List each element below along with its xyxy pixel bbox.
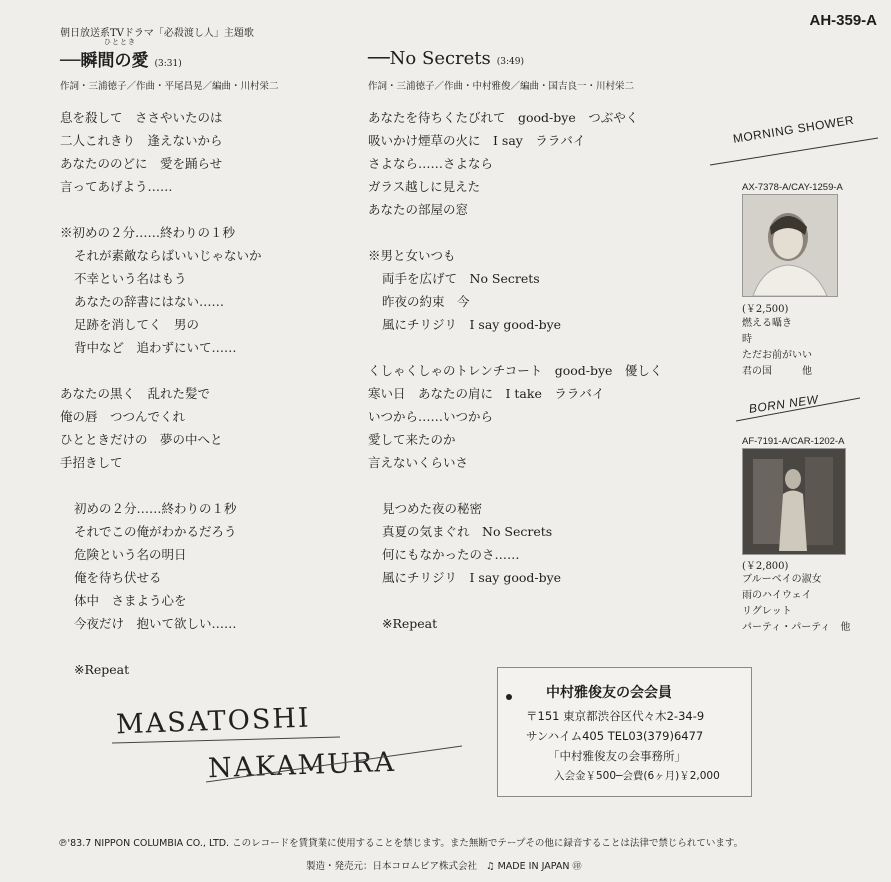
lyric-line: ※Repeat [382,616,438,631]
jis-mark-icon: ㊞ [572,862,582,872]
lyric-line: 今夜だけ 抱いて欲しい…… [74,616,237,631]
portrait-image-icon [743,195,837,296]
album-cover-morning-shower [742,194,838,297]
fan-club-office: 「中村雅俊友の会事務所」 [548,749,686,763]
album-title-morning-shower: MORNING SHOWER [732,112,856,146]
lyric-line: 息を殺して ささやいたのは [60,110,223,125]
signature-line-2: NAKAMURA [207,746,397,785]
lyric-line [60,198,262,221]
lyric-line: ※男と女いつも [368,248,456,263]
lyric-line [60,635,262,658]
lyric-line: 愛して来たのか [368,432,456,447]
lyric-line: 何にもなかったのさ…… [382,547,520,562]
bullet-dot-icon [506,694,512,700]
lyric-line: 両手を広げて No Secrets [382,271,540,286]
album-track: リグレット [742,606,792,617]
right-song-lyrics [368,106,662,635]
album-cover-born-new [742,448,846,555]
title-ruby: ひととき [104,38,136,46]
lyric-line: あなたの部屋の窓 [368,202,469,217]
album-morning-shower-header [700,112,880,170]
album-price-1: (￥2,500) [742,304,789,315]
album-track: パーティ・パーティ 他 [742,622,851,633]
lyric-line: 風にチリジリ I say good-bye [382,570,562,585]
lyric-line: 俺の唇 つつんでくれ [60,409,186,424]
album-catalog-2: AF-7191-A/CAR-1202-A [742,436,845,447]
lyric-line: あなたを待ちくたびれて good-bye つぶやく [368,110,639,125]
right-song-duration: (3:49) [496,57,525,67]
lyric-line: あなたののどに 愛を踊らせ [60,156,223,171]
album-track: 君の国 他 [742,366,812,377]
album-tracks-1 [742,316,812,380]
lyric-line: 手招きして [60,455,123,470]
lyric-line [368,474,662,497]
album-photo-image-icon [743,449,845,554]
lyric-line: それが素敵ならばいいじゃないか [74,248,262,263]
left-song-title [60,46,182,71]
lyric-line: 真夏の気まぐれ No Secrets [382,524,553,539]
lyric-line: 俺を待ち伏せる [74,570,162,585]
catalog-number: AH-359-A [809,12,877,29]
left-song-credits: 作詞・三浦徳子／作曲・平尾昌晃／編曲・川村栄二 [60,81,279,92]
lyric-line: 吸いかけ煙草の火に I say ララバイ [368,133,586,148]
fan-club-address-2: サンハイム405 TEL03(379)6477 [526,729,704,743]
copyright-notice: ℗'83.7 NIPPON COLUMBIA CO., LTD. このレコードを賃貸業に使用することを禁じます。また無断でテープその他に録音することは法律で禁じられています。 [58,838,744,849]
lyric-line: 寒い日 あなたの肩に I take ララバイ [368,386,605,401]
lyric-line: くしゃくしゃのトレンチコート good-bye 優しく [368,363,663,378]
lyric-line: ※Repeat [74,662,130,677]
lyric-line: 二人これきり 逢えないから [60,133,223,148]
lyric-line [60,474,262,497]
album-price-2: (￥2,800) [742,561,789,572]
lyric-line: 背中など 追わずにいて…… [74,340,237,355]
lyric-line [368,589,662,612]
lyric-line [368,221,662,244]
manufacturer [306,858,581,872]
album-track: 燃える囁き [742,318,792,329]
lyric-line: 言ってあげよう…… [60,179,173,194]
album-tracks-2 [742,572,850,636]
right-song-credits: 作詞・三浦徳子／作曲・中村雅俊／編曲・国吉良一・川村栄二 [368,81,635,92]
lyric-line: いつから……いつから [368,409,494,424]
lyric-line: 危険という名の明日 [74,547,187,562]
lyric-line: ガラス越しに見えた [368,179,481,194]
right-song-title [368,48,524,69]
lyric-line: それでこの俺がわかるだろう [74,524,237,539]
lyric-line: 初めの２分……終わりの１秒 [74,501,237,516]
album-catalog-1: AX-7378-A/CAY-1259-A [742,182,843,193]
manufacturer-text: 製造・発売元：日本コロムビア株式会社 [306,861,478,872]
lyric-line: 言えないくらいさ [368,455,469,470]
lyric-line: ひとときだけの 夢の中へと [60,432,223,447]
lyric-line: 風にチリジリ I say good-bye [382,317,562,332]
tv-drama-note: 朝日放送系TVドラマ「必殺渡し人」主題歌 [60,28,254,39]
left-song-title-text: ──瞬間の愛 [60,51,149,71]
columbia-note-logo-icon: ♫ [486,861,495,872]
lyric-line [60,359,262,382]
fan-club-address-1: 〒151 東京都渋谷区代々木2-34-9 [526,709,705,723]
left-song-lyrics [60,106,262,681]
album-track: 時 [742,334,752,345]
lyric-line: あなたの辞書にはない…… [74,294,225,309]
lyric-line: 見つめた夜の秘密 [382,501,483,516]
signature-underline-2 [206,744,466,784]
album-track: ただお前がいい [742,350,812,361]
right-song-title-text: ──No Secrets [368,48,491,69]
album-track: ブルーベイの淑女 [742,574,822,585]
lyric-line: 不幸という名はもう [74,271,187,286]
left-song-duration: (3:31) [154,59,182,69]
lyric-line: ※初めの２分……終わりの１秒 [60,225,236,240]
album-track: 雨のハイウェイ [742,590,812,601]
lyric-line: 昨夜の約束 今 [382,294,470,309]
lyric-line [368,336,662,359]
album-title-born-new: BORN NEW [748,392,820,416]
fan-club-fee: 入会金￥500─会費(6ヶ月)￥2,000 [554,770,720,782]
album-born-new-header [730,388,880,428]
made-in-japan: MADE IN JAPAN [497,861,570,872]
lyric-line: 足跡を消してく 男の [74,317,200,332]
fan-club-title: 中村雅俊友の会会員 [546,685,672,701]
lyric-line: 体中 さまよう心を [74,593,187,608]
signature-line-1: MASATOSHI [115,702,311,741]
fan-club-card [497,667,752,797]
lyric-line: さよなら……さよなら [368,156,494,171]
lyric-line: あなたの黒く 乱れた髪で [60,386,211,401]
